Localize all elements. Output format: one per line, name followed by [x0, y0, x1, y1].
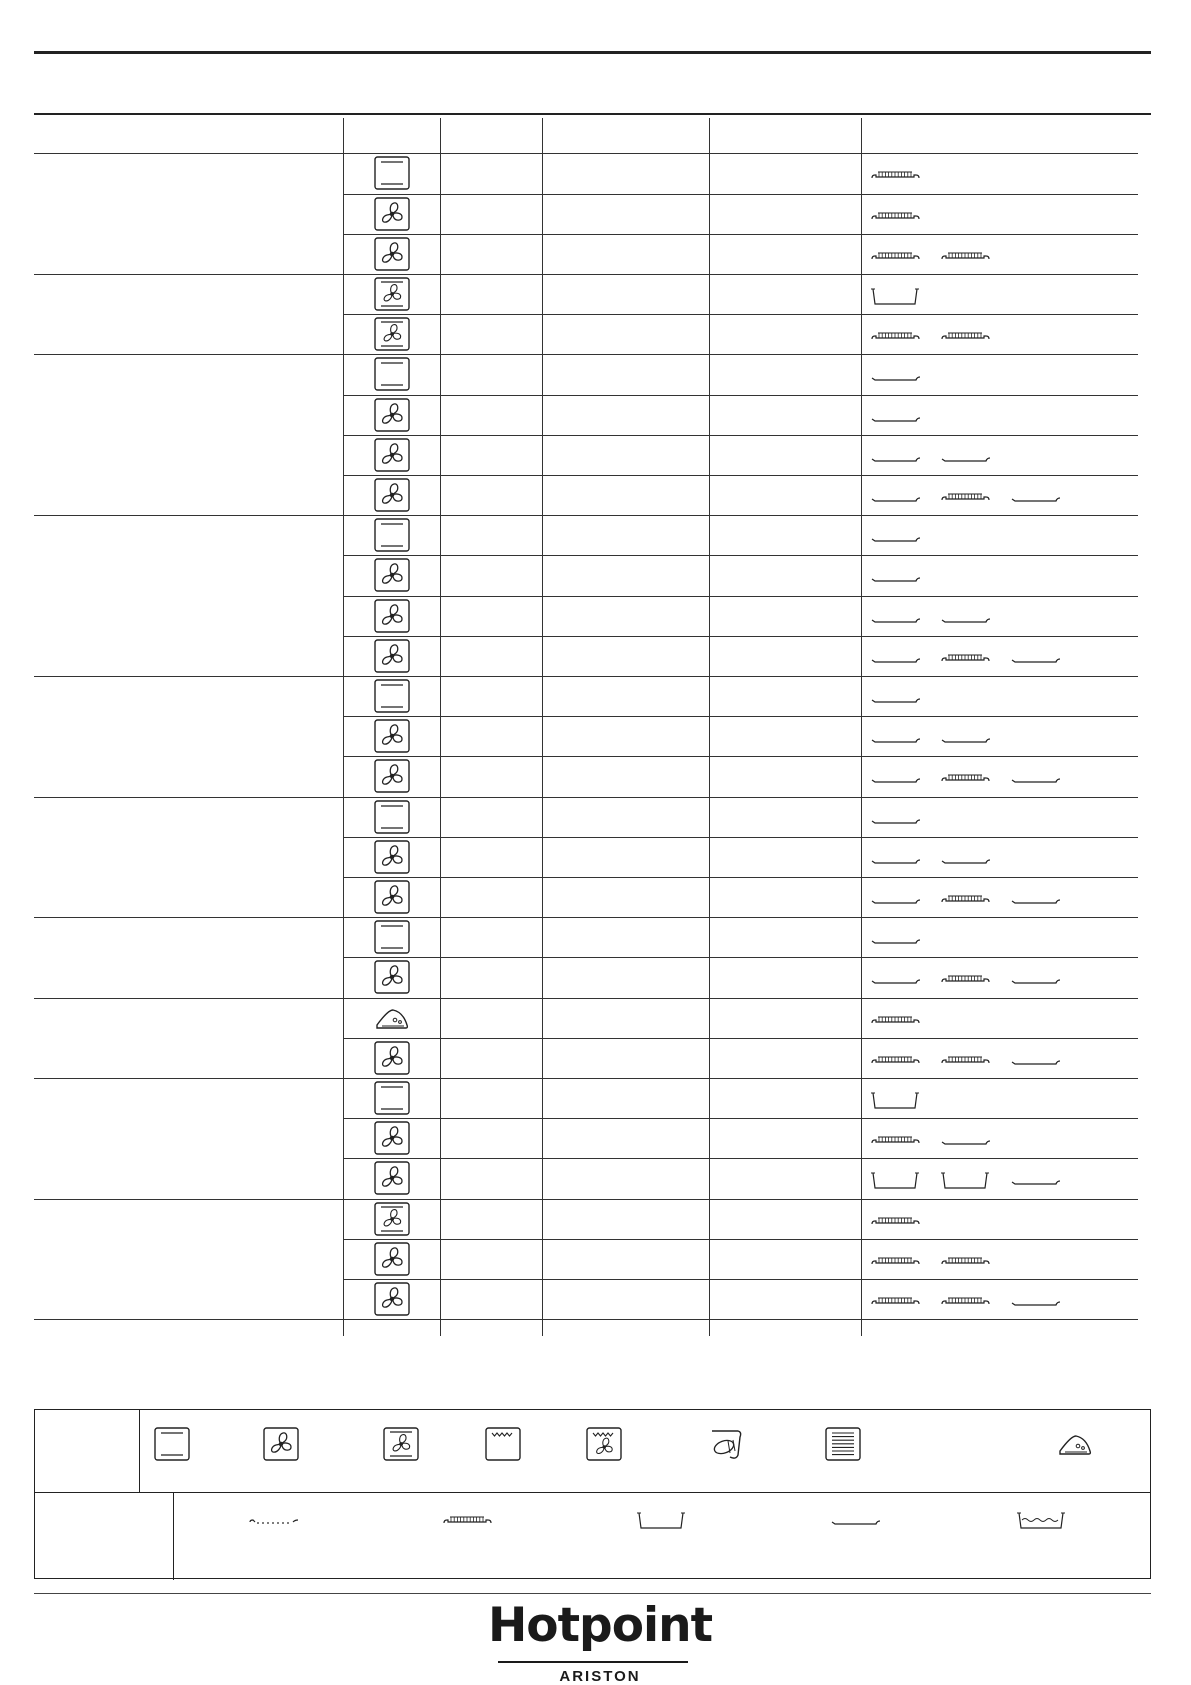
wire-shelf-icon [940, 1251, 994, 1271]
group-divider [34, 354, 1138, 355]
wire-shelf-icon [940, 1050, 994, 1070]
wire-shelf-icon [940, 969, 994, 989]
baking-tray-icon [1010, 768, 1064, 788]
baking-tray-icon [870, 527, 924, 547]
brand-logo [480, 1592, 720, 1685]
baking-tray-icon [940, 1130, 994, 1150]
legend-shelf-guides-icon [248, 1510, 302, 1530]
baking-tray-icon [870, 688, 924, 708]
legend-fan-heater-icon [382, 1427, 420, 1461]
baking-tray-icon [1010, 1050, 1064, 1070]
conventional-icon [373, 1081, 411, 1115]
wire-shelf-icon [870, 326, 924, 346]
legend-convection-fan-icon [262, 1427, 300, 1461]
fan-heater-icon [373, 317, 411, 351]
wire-shelf-icon [870, 206, 924, 226]
baking-tray-icon [870, 366, 924, 386]
legend-divider [139, 1410, 140, 1492]
wire-shelf-icon [940, 326, 994, 346]
brand-name: Hotpoint [487, 1598, 713, 1653]
legend-bread-icon [824, 1427, 862, 1461]
column-divider [861, 118, 862, 1336]
wire-shelf-icon [870, 1251, 924, 1271]
wire-shelf-icon [940, 889, 994, 909]
wire-shelf-icon [940, 487, 994, 507]
baking-tray-icon [940, 608, 994, 628]
group-divider [34, 676, 1138, 677]
baking-tray-icon [870, 889, 924, 909]
baking-tray-icon [1010, 487, 1064, 507]
row-divider [343, 555, 1138, 556]
baking-tray-icon [940, 728, 994, 748]
wire-shelf-icon [940, 246, 994, 266]
convection-fan-icon [373, 880, 411, 914]
convection-fan-icon [373, 398, 411, 432]
row-divider [343, 636, 1138, 637]
row-divider [343, 596, 1138, 597]
column-divider [343, 118, 344, 1336]
legend-conventional-icon [153, 1427, 191, 1461]
baking-tray-icon [870, 487, 924, 507]
row-divider [343, 395, 1138, 396]
row-divider [343, 957, 1138, 958]
brand-subname: ARISTON [559, 1668, 641, 1685]
group-divider [34, 515, 1138, 516]
convection-fan-icon [373, 1121, 411, 1155]
baking-tray-icon [870, 728, 924, 748]
conventional-icon [373, 156, 411, 190]
wire-shelf-icon [870, 165, 924, 185]
fan-heater-icon [373, 1202, 411, 1236]
column-divider [542, 118, 543, 1336]
convection-fan-icon [373, 237, 411, 271]
convection-fan-icon [373, 1242, 411, 1276]
column-divider [440, 118, 441, 1336]
baking-tray-icon [870, 929, 924, 949]
baking-tray-icon [870, 768, 924, 788]
row-divider [343, 877, 1138, 878]
baking-tray-icon [870, 969, 924, 989]
legend-wire-shelf-icon [442, 1510, 496, 1530]
baking-tray-icon [1010, 889, 1064, 909]
convection-fan-icon [373, 960, 411, 994]
baking-tray-icon [1010, 648, 1064, 668]
legend-drip-tray-with-water-icon [1016, 1510, 1070, 1530]
row-divider [343, 1118, 1138, 1119]
row-divider [343, 1239, 1138, 1240]
group-divider [34, 1199, 1138, 1200]
group-divider [34, 797, 1138, 798]
row-divider [343, 837, 1138, 838]
convection-fan-icon [373, 639, 411, 673]
wire-shelf-icon [870, 1211, 924, 1231]
baking-tray-icon [870, 648, 924, 668]
convection-fan-icon [373, 1041, 411, 1075]
baking-tray-icon [870, 407, 924, 427]
drip-tray-icon [870, 1090, 924, 1110]
row-divider [343, 1158, 1138, 1159]
symbol-legend [34, 1409, 1151, 1579]
wire-shelf-icon [940, 1291, 994, 1311]
conventional-icon [373, 357, 411, 391]
wire-shelf-icon [870, 1010, 924, 1030]
wire-shelf-icon [940, 648, 994, 668]
wire-shelf-icon [870, 1050, 924, 1070]
legend-grill-icon [484, 1427, 522, 1461]
drip-tray-icon [870, 1170, 924, 1190]
legend-baking-tray-icon [830, 1510, 884, 1530]
row-divider [343, 194, 1138, 195]
group-divider [34, 153, 1138, 154]
convection-fan-icon [373, 840, 411, 874]
cooking-table [34, 114, 1138, 1336]
convection-fan-icon [373, 1161, 411, 1195]
legend-divider [173, 1492, 174, 1580]
legend-divider [35, 1492, 1150, 1493]
conventional-icon [373, 920, 411, 954]
convection-fan-icon [373, 197, 411, 231]
baking-tray-icon [870, 849, 924, 869]
row-divider [343, 1038, 1138, 1039]
pizza-icon [373, 1001, 411, 1035]
top-rule [34, 51, 1151, 54]
group-divider [34, 998, 1138, 999]
convection-fan-icon [373, 1282, 411, 1316]
baking-tray-icon [1010, 1170, 1064, 1190]
wire-shelf-icon [870, 1130, 924, 1150]
fan-heater-icon [373, 277, 411, 311]
baking-tray-icon [870, 567, 924, 587]
baking-tray-icon [870, 608, 924, 628]
convection-fan-icon [373, 719, 411, 753]
row-divider [343, 756, 1138, 757]
row-divider [343, 1279, 1138, 1280]
wire-shelf-icon [870, 246, 924, 266]
convection-fan-icon [373, 759, 411, 793]
legend-fan-grill-icon [585, 1427, 623, 1461]
group-divider [34, 917, 1138, 918]
wire-shelf-icon [870, 1291, 924, 1311]
baking-tray-icon [1010, 1291, 1064, 1311]
brand-underline [498, 1661, 688, 1663]
row-divider [343, 234, 1138, 235]
convection-fan-icon [373, 478, 411, 512]
convection-fan-icon [373, 599, 411, 633]
legend-pizza-icon [1056, 1427, 1094, 1461]
baking-tray-icon [870, 809, 924, 829]
baking-tray-icon [1010, 969, 1064, 989]
legend-turbo-grill-icon [708, 1427, 746, 1461]
row-divider [343, 475, 1138, 476]
convection-fan-icon [373, 438, 411, 472]
row-divider [343, 314, 1138, 315]
conventional-icon [373, 800, 411, 834]
group-divider [34, 1078, 1138, 1079]
baking-tray-icon [940, 849, 994, 869]
conventional-icon [373, 518, 411, 552]
baking-tray-icon [870, 447, 924, 467]
group-divider [34, 274, 1138, 275]
wire-shelf-icon [940, 768, 994, 788]
drip-tray-icon [940, 1170, 994, 1190]
baking-tray-icon [940, 447, 994, 467]
convection-fan-icon [373, 558, 411, 592]
row-divider [343, 716, 1138, 717]
conventional-icon [373, 679, 411, 713]
row-divider [343, 435, 1138, 436]
table-bottom-rule [34, 1319, 1138, 1320]
legend-drip-tray-icon [636, 1510, 690, 1530]
drip-tray-icon [870, 286, 924, 306]
column-divider [709, 118, 710, 1336]
